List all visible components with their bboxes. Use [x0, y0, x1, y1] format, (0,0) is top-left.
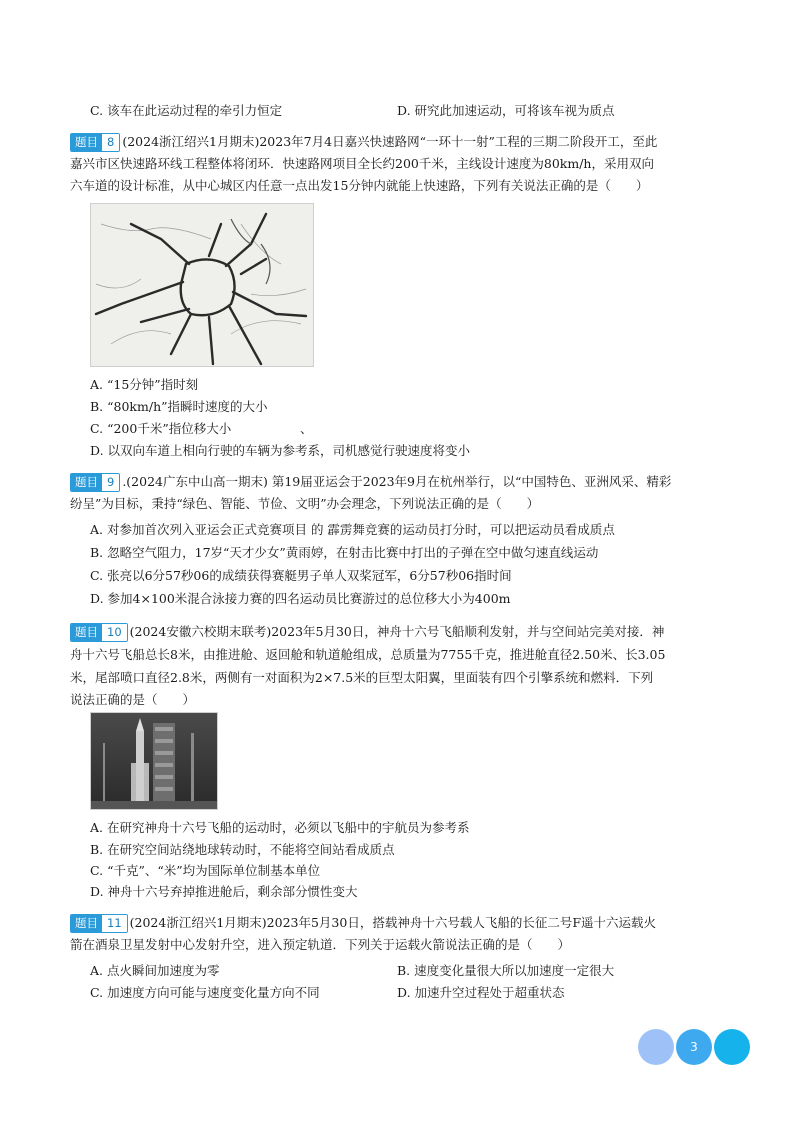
q8-header: [70, 132, 657, 152]
q10-option-d: D. 神舟十六号弃掉推进舱后，剩余部分惯性变大: [90, 884, 358, 899]
q10-stem-line1: (2024安徽六校期末联考)2023年5月30日，神舟十六号飞船顺利发射，并与空间站完美对接．神: [129, 624, 665, 639]
q10-tag-label: 题目: [71, 624, 102, 641]
q9-header: [70, 472, 671, 492]
q11-tag: [70, 914, 128, 933]
q10-stem-line3: 米，尾部喷口直径2.8米，两侧有一对面积为2×7.5米的巨型太阳翼，里面装有四个引擎系统和燃料．下列: [70, 670, 654, 685]
q11-stem-line1: (2024浙江绍兴1月期末)2023年5月30日，搭载神舟十六号载人飞船的长征二号F遥十六运载火: [129, 915, 657, 930]
q7-option-c: C. 该车在此运动过程的牵引力恒定: [90, 103, 283, 118]
page-badge-circle-left: [638, 1029, 674, 1065]
rocket-launch-photo: [90, 712, 218, 810]
q9-option-a: A. 对参加首次列入亚运会正式竞赛项目 的 霹雳舞竞赛的运动员打分时，可以把运动员看成质点: [90, 522, 615, 537]
q11-option-d: D. 加速升空过程处于超重状态: [397, 985, 565, 1000]
page-badge-circle-right: [714, 1029, 750, 1065]
q9-stem-line2: 纷呈”为目标，秉持“绿色、智能、节俭、文明”办会理念，下列说法正确的是（ ）: [70, 496, 540, 511]
q8-tag-number: 8: [102, 134, 119, 151]
q10-option-c: C. “千克”、“米”均为国际单位制基本单位: [90, 863, 321, 878]
q9-tag: [70, 473, 120, 492]
q11-option-b: B. 速度变化量很大所以加速度一定很大: [397, 963, 615, 978]
q7-option-d: D. 研究此加速运动，可将该车视为质点: [397, 103, 615, 118]
q8-stem-line3: 六车道的设计标准，从中心城区内任意一点出发15分钟内就能上快速路，下列有关说法正确的是（ ）: [70, 178, 649, 193]
q8-tag: [70, 133, 120, 152]
q11-header: [70, 913, 656, 933]
q8-option-c-mark: 、: [300, 421, 313, 436]
q10-tag-number: 10: [102, 624, 127, 641]
q11-stem-line2: 箭在酒泉卫星发射中心发射升空，进入预定轨道．下列关于运载火箭说法正确的是（ ）: [70, 937, 571, 952]
q9-option-c: C. 张亮以6分57秒06的成绩获得赛艇男子单人双桨冠军，6分57秒06指时间: [90, 568, 512, 583]
q9-tag-label: 题目: [71, 474, 102, 491]
q11-option-a: A. 点火瞬间加速度为零: [90, 963, 220, 978]
q8-option-c: C. “200千米”指位移大小: [90, 421, 232, 436]
q11-tag-number: 11: [102, 915, 127, 932]
q10-option-b: B. 在研究空间站绕地球转动时，不能将空间站看成质点: [90, 842, 395, 857]
q10-header: [70, 622, 664, 642]
q8-option-d: D. 以双向车道上相向行驶的车辆为参考系，司机感觉行驶速度将变小: [90, 443, 471, 458]
q10-stem-line2: 舟十六号飞船总长8米，由推进舱、返回舱和轨道舱组成，总质量为7755千克，推进舱直径2.50米、长3.05: [70, 647, 666, 662]
q9-option-d: D. 参加4×100米混合泳接力赛的四名运动员比赛游过的总位移大小为400m: [90, 591, 511, 606]
q10-stem-line4: 说法正确的是（ ）: [70, 692, 196, 707]
rocket-launch-drawing: [91, 713, 217, 809]
page-number: 3: [676, 1029, 712, 1065]
page-number-badge: [638, 1029, 750, 1065]
q11-option-c: C. 加速度方向可能与速度变化量方向不同: [90, 985, 320, 1000]
q11-tag-label: 题目: [71, 915, 102, 932]
q8-option-a: A. “15分钟”指时刻: [90, 377, 199, 392]
q8-stem-line2: 嘉兴市区快速路环线工程整体将闭环．快速路网项目全长约200千米，主线设计速度为80km/h，采用双向: [70, 156, 654, 171]
q10-tag: [70, 623, 128, 642]
q8-tag-label: 题目: [71, 134, 102, 151]
q10-option-a: A. 在研究神舟十六号飞船的运动时，必须以飞船中的宇航员为参考系: [90, 820, 470, 835]
q9-option-b: B. 忽略空气阻力，17岁“天才少女”黄雨婷，在射击比赛中打出的子弹在空中做匀速直线运动: [90, 545, 599, 560]
q8-stem-line1: (2024浙江绍兴1月期末)2023年7月4日嘉兴快速路网“一环十一射”工程的三期二阶段开工，至此: [122, 134, 658, 149]
q9-tag-number: 9: [102, 474, 119, 491]
q9-stem-line1: .(2024广东中山高一期末) 第19届亚运会于2023年9月在杭州举行，以“中国特色、亚洲风采、精彩: [122, 474, 672, 489]
expressway-map-drawing: [91, 204, 313, 366]
expressway-map-image: [90, 203, 314, 367]
q8-option-b: B. “80km/h”指瞬时速度的大小: [90, 399, 268, 414]
